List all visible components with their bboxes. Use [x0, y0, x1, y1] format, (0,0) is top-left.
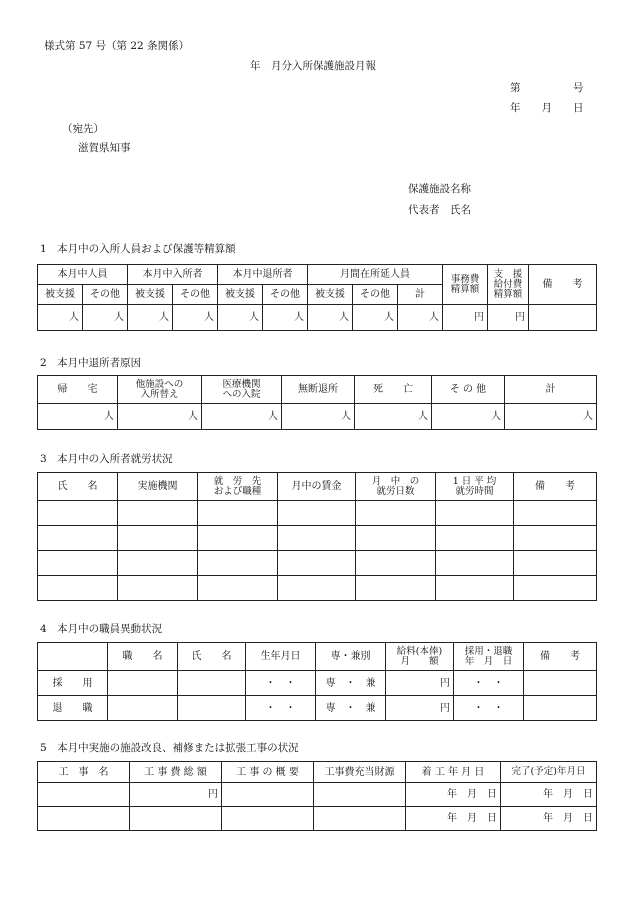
cell-current-protected: 人 — [38, 305, 83, 331]
cell-hire-date: ・ ・ — [454, 671, 524, 696]
cell-name — [178, 696, 246, 721]
section-3-table — [37, 472, 597, 601]
cell-summary — [222, 783, 314, 807]
section-2-table — [37, 375, 597, 430]
sub-protected: 被支援 — [128, 285, 173, 305]
cell-completion-date: 年 月 日 — [501, 807, 597, 831]
sub-protected: 被支援 — [38, 285, 83, 305]
header-birthdate: 生年月日 — [246, 643, 316, 671]
header-total-stay: 月間在所延人員 — [308, 265, 443, 285]
header-transfer: 他施設への 入所替え — [118, 376, 202, 404]
sub-other: その他 — [83, 285, 128, 305]
cell-support-payment: 円 — [488, 305, 529, 331]
cell-transfer: 人 — [118, 404, 202, 430]
header-remarks: 備 考 — [514, 473, 597, 501]
header-name: 氏 名 — [178, 643, 246, 671]
header-total: 計 — [505, 376, 597, 404]
header-summary: 工 事 の 概 要 — [222, 762, 314, 783]
header-work-hours: 1 日 平 均 就労時間 — [436, 473, 514, 501]
header-work-days: 月 中 の 就労日数 — [356, 473, 436, 501]
section-3-heading: 3 本月中の入所者就労状況 — [40, 453, 173, 465]
header-workplace: 就 労 先 および職種 — [198, 473, 278, 501]
header-remarks: 備 考 — [524, 643, 597, 671]
cell-death: 人 — [355, 404, 432, 430]
cell-departed-protected: 人 — [218, 305, 263, 331]
header-unauthorized: 無断退所 — [282, 376, 355, 404]
table-row — [38, 526, 597, 551]
header-support-payment: 支 援 給付費 精算額 — [488, 265, 529, 305]
section-1-table — [37, 264, 597, 331]
header-name: 氏 名 — [38, 473, 118, 501]
addressee-name: 滋賀県知事 — [78, 142, 131, 154]
cell-salary: 円 — [386, 671, 454, 696]
cell-funding — [314, 807, 406, 831]
cell-total-cost — [130, 807, 222, 831]
cell-remarks — [524, 671, 597, 696]
section-5-heading: 5 本月中実施の施設改良、補修または拡張工事の状況 — [40, 742, 299, 754]
cell-start-date: 年 月 日 — [406, 783, 501, 807]
header-remarks: 備 考 — [529, 265, 597, 305]
header-start-date: 着 工 年 月 日 — [406, 762, 501, 783]
addressee-label: （宛先） — [62, 123, 104, 135]
header-office-cost: 事務費 精算額 — [443, 265, 488, 305]
cell-stay-other: 人 — [353, 305, 398, 331]
header-work-name: 工 事 名 — [38, 762, 130, 783]
cell-position — [108, 696, 178, 721]
section-2-heading: 2 本月中退所者原因 — [40, 357, 142, 369]
cell-stay-total: 人 — [398, 305, 443, 331]
cell-salary: 円 — [386, 696, 454, 721]
cell-remarks — [529, 305, 597, 331]
header-total-cost: 工 事 費 総 額 — [130, 762, 222, 783]
cell-other: 人 — [432, 404, 505, 430]
cell-hospital: 人 — [202, 404, 282, 430]
cell-funding — [314, 783, 406, 807]
header-wage: 月中の賃金 — [278, 473, 356, 501]
table-row — [38, 501, 597, 526]
sub-protected: 被支援 — [308, 285, 353, 305]
cell-stay-protected: 人 — [308, 305, 353, 331]
header-current-count: 本月中人員 — [38, 265, 128, 285]
cell-unauthorized: 人 — [282, 404, 355, 430]
facility-name-label: 保護施設名称 — [408, 183, 471, 195]
header-hospital: 医療機関 への入院 — [202, 376, 282, 404]
sub-total: 計 — [398, 285, 443, 305]
sub-other: その他 — [263, 285, 308, 305]
header-completion-date: 完了(予定)年月日 — [501, 762, 597, 783]
section-5-table — [37, 761, 597, 831]
cell-admitted-other: 人 — [173, 305, 218, 331]
header-admitted: 本月中入所者 — [128, 265, 218, 285]
header-salary: 給料(本俸) 月 額 — [386, 643, 454, 671]
section-4-heading: 4 本月中の職員異動状況 — [40, 623, 163, 635]
cell-fulltime: 専 ・ 兼 — [316, 671, 386, 696]
header-death: 死 亡 — [355, 376, 432, 404]
section-1-heading: 1 本月中の入所人員および保護等精算額 — [40, 243, 236, 255]
header-agency: 実施機関 — [118, 473, 198, 501]
cell-start-date: 年 月 日 — [406, 807, 501, 831]
cell-completion-date: 年 月 日 — [501, 783, 597, 807]
cell-birthdate: ・ ・ — [246, 671, 316, 696]
cell-remarks — [524, 696, 597, 721]
cell-work-name — [38, 783, 130, 807]
cell-total-cost: 円 — [130, 783, 222, 807]
cell-birthdate: ・ ・ — [246, 696, 316, 721]
document-date-line: 年 月 日 — [510, 102, 584, 114]
cell-total: 人 — [505, 404, 597, 430]
header-fulltime: 専・兼別 — [316, 643, 386, 671]
document-title: 年 月分入所保護施設月報 — [250, 60, 376, 72]
cell-leave-date: ・ ・ — [454, 696, 524, 721]
cell-admitted-protected: 人 — [128, 305, 173, 331]
header-other: そ の 他 — [432, 376, 505, 404]
cell-departed-other: 人 — [263, 305, 308, 331]
header-hire-date: 採用・退職 年 月 日 — [454, 643, 524, 671]
sub-other: その他 — [173, 285, 218, 305]
cell-office-cost: 円 — [443, 305, 488, 331]
cell-position — [108, 671, 178, 696]
cell-return-home: 人 — [38, 404, 118, 430]
header-blank — [38, 643, 108, 671]
row-label-leave: 退 職 — [38, 696, 108, 721]
cell-summary — [222, 807, 314, 831]
header-position: 職 名 — [108, 643, 178, 671]
cell-fulltime: 専 ・ 兼 — [316, 696, 386, 721]
cell-name — [178, 671, 246, 696]
representative-label: 代表者 氏名 — [408, 204, 471, 216]
cell-current-other: 人 — [83, 305, 128, 331]
cell-work-name — [38, 807, 130, 831]
sub-protected: 被支援 — [218, 285, 263, 305]
table-row — [38, 576, 597, 601]
row-label-hire: 採 用 — [38, 671, 108, 696]
document-number-line: 第 号 — [510, 82, 584, 94]
section-4-table — [37, 642, 597, 721]
header-funding: 工事費充当財源 — [314, 762, 406, 783]
sub-other: その他 — [353, 285, 398, 305]
table-row — [38, 551, 597, 576]
form-number: 様式第 57 号（第 22 条関係） — [44, 40, 190, 52]
header-return-home: 帰 宅 — [38, 376, 118, 404]
header-departed: 本月中退所者 — [218, 265, 308, 285]
